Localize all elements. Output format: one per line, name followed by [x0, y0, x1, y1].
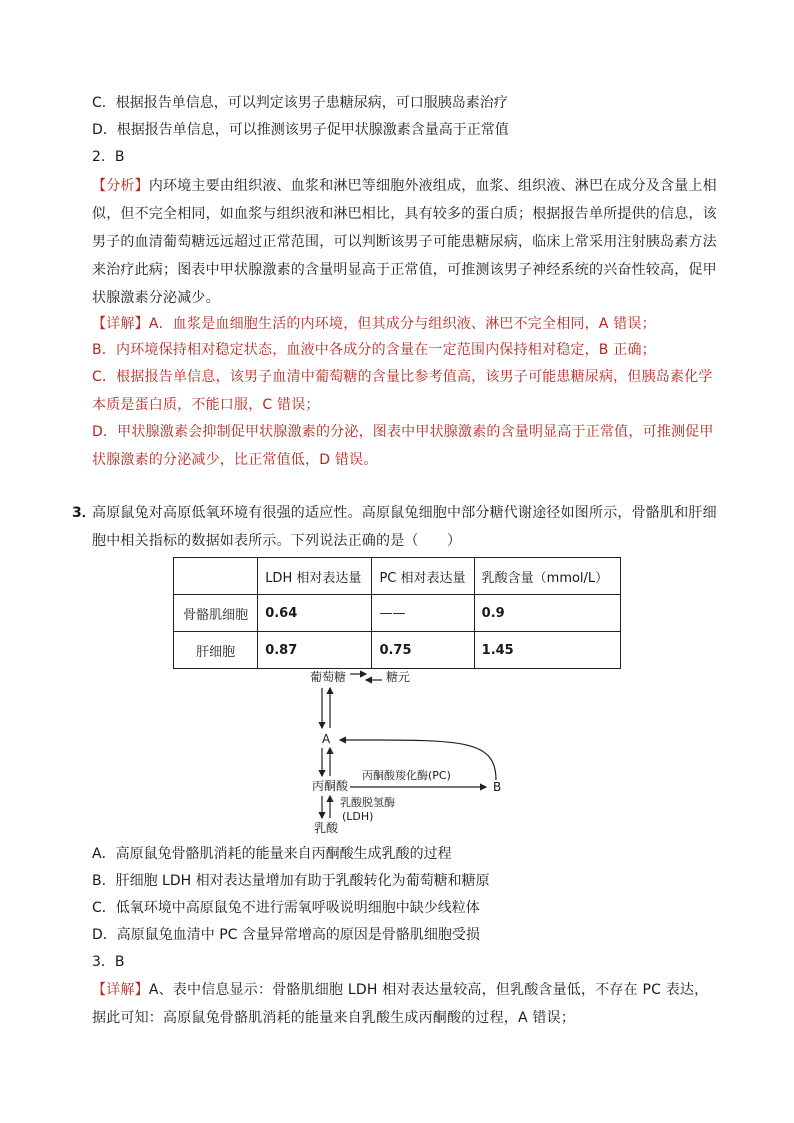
label-ldh-enzyme: 乳酸脱氢酶	[340, 796, 395, 809]
table-header-cell: PC 相对表达量	[372, 558, 474, 595]
table-cell: 0.64	[258, 595, 372, 632]
table-header-row	[174, 558, 621, 595]
table-header-cell: 乳酸含量（mmol/L）	[474, 558, 620, 595]
option-c: C．根据报告单信息，可以判定该男子患糖尿病，可口服胰岛素治疗	[92, 95, 508, 111]
label-b: B	[493, 780, 502, 794]
label-glycogen: 糖元	[386, 670, 411, 684]
table-header-cell	[174, 558, 258, 595]
detail-c: C．根据报告单信息，该男子血清中葡萄糖的含量比参考值高，该男子可能患糖尿病，但胰岛素化学本质是蛋白质，不能口服，C 错误；	[92, 369, 713, 413]
q3-detail	[92, 976, 722, 1032]
table-header-cell: LDH 相对表达量	[258, 558, 372, 595]
q3-option-a: A．高原鼠兔骨骼肌消耗的能量来自丙酮酸生成乳酸的过程	[92, 846, 452, 862]
table-row	[174, 595, 621, 632]
label-pc-enzyme: 丙酮酸羧化酶(PC)	[362, 769, 451, 782]
q3-option-b: B．肝细胞 LDH 相对表达量增加有助于乳酸转化为葡萄糖和糖原	[92, 873, 490, 889]
label-pyruvate: 丙酮酸	[312, 779, 349, 793]
label-ldh-abbrev: (LDH)	[342, 810, 374, 823]
table-cell: ——	[372, 595, 474, 632]
q3-detail-tag: 【详解】	[92, 982, 149, 998]
label-glucose: 葡萄糖	[310, 670, 347, 684]
table-cell: 肝细胞	[174, 632, 258, 669]
question-3-number: 3．	[72, 505, 96, 521]
answer-3: 3．B	[92, 954, 125, 970]
pathway-arrows	[300, 668, 520, 838]
detail-b: B．内环境保持相对稳定状态，血液中各成分的含量在一定范围内保持相对稳定，B 正确；	[92, 342, 656, 358]
table-cell: 0.9	[474, 595, 620, 632]
table-cell: 0.75	[372, 632, 474, 669]
table-cell: 1.45	[474, 632, 620, 669]
data-table	[173, 557, 621, 669]
table-cell: 0.87	[258, 632, 372, 669]
metabolic-pathway-diagram	[300, 668, 520, 838]
analysis-text: 内环境主要由组织液、血浆和淋巴等细胞外液组成，血浆、组织液、淋巴在成分及含量上相似，但不完全相同，如血浆与组织液和淋巴相比，具有较多的蛋白质；根据报告单所提供的信息，该男子的血清葡萄糖远远超过正常范围，可以判断该男子可能患糖尿病，临床上常采用注射胰岛素方法来治疗此病；图表中甲状腺激素的含量明显高于正常值，可推测该男子神经系统的兴奋性较高，促甲状腺激素分泌减少。	[92, 178, 717, 306]
detail-a-text: A．血浆是血细胞生活的内环境，但其成分与组织液、淋巴不完全相同，A 错误；	[148, 316, 656, 332]
detail-a	[92, 310, 722, 338]
question-3-stem: 高原鼠兔对高原低氧环境有很强的适应性。高原鼠兔细胞中部分糖代谢途径如图所示，骨骼肌和肝细胞中相关指标的数据如表所示。下列说法正确的是（ ）	[92, 505, 717, 549]
answer-2: 2．B	[92, 149, 125, 165]
detail-tag: 【详解】	[92, 316, 149, 332]
analysis-tag: 【分析】	[92, 178, 149, 194]
label-lactate: 乳酸	[314, 821, 339, 835]
table-row	[174, 632, 621, 669]
table-cell: 骨骼肌细胞	[174, 595, 258, 632]
label-a: A	[322, 732, 331, 746]
detail-d: D．甲状腺激素会抑制促甲状腺激素的分泌，图表中甲状腺激素的含量明显高于正常值，可推测促甲状腺激素的分泌减少，比正常值低，D 错误。	[92, 424, 714, 468]
q3-option-c: C．低氧环境中高原鼠兔不进行需氧呼吸说明细胞中缺少线粒体	[92, 900, 480, 916]
q3-option-d: D．高原鼠兔血清中 PC 含量异常增高的原因是骨骼肌细胞受损	[92, 927, 480, 943]
q3-detail-text: A、表中信息显示：骨骼肌细胞 LDH 相对表达量较高，但乳酸含量低，不存在 PC 表达，据此可知：高原鼠兔骨骼肌消耗的能量来自乳酸生成丙酮酸的过程，A 错误；	[92, 982, 709, 1026]
option-d: D．根据报告单信息，可以推测该男子促甲状腺激素含量高于正常值	[92, 122, 509, 138]
analysis-paragraph	[92, 172, 722, 312]
